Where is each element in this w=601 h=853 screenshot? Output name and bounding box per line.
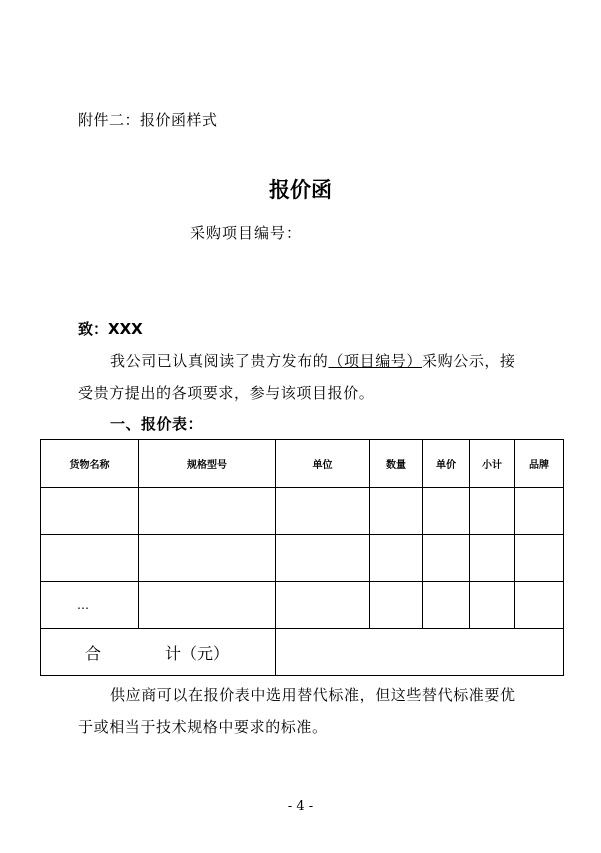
intro-line-1 [110, 350, 516, 371]
page-number: - 4 - [287, 799, 314, 814]
header-unit-price: 单价 [423, 440, 470, 488]
header-goods-name: 货物名称 [41, 440, 139, 488]
document-title: 报价函 [269, 177, 332, 202]
intro-after: 采购公示，接 [422, 352, 516, 370]
table-cell [515, 535, 564, 582]
quote-table [40, 439, 564, 676]
table-cell [370, 535, 423, 582]
table-cell [470, 535, 515, 582]
total-row [41, 629, 564, 676]
table-cell [41, 535, 139, 582]
note-line-1: 供应商可以在报价表中选用替代标准，但这些替代标准要优 [110, 686, 516, 704]
header-quantity: 数量 [370, 440, 423, 488]
table-cell [139, 582, 276, 629]
total-label-cell [41, 629, 276, 676]
attachment-heading: 附件二：报价函样式 [78, 111, 218, 129]
table-cell [139, 488, 276, 535]
table-header-row [41, 440, 564, 488]
table-cell [41, 488, 139, 535]
project-ref: （项目编号） [328, 352, 423, 370]
intro-line-2: 受贵方提出的各项要求，参与该项目报价。 [78, 384, 375, 402]
table-cell [276, 535, 370, 582]
section-quote-table-heading: 一、报价表： [110, 415, 204, 433]
ellipsis-cell: … [41, 582, 139, 629]
total-label-b: 计（元） [165, 643, 230, 663]
table-row [41, 488, 564, 535]
table-cell [370, 488, 423, 535]
addressee: 致：XXX [78, 320, 143, 338]
header-subtotal: 小计 [470, 440, 515, 488]
table-cell [423, 488, 470, 535]
intro-before: 我公司已认真阅读了贵方发布的 [110, 352, 329, 370]
project-number-label: 采购项目编号： [190, 224, 303, 242]
table-cell [276, 488, 370, 535]
header-brand: 品牌 [515, 440, 564, 488]
header-spec-model: 规格型号 [139, 440, 276, 488]
table-row [41, 582, 564, 629]
table-cell [470, 582, 515, 629]
table-cell [139, 535, 276, 582]
table-cell [515, 488, 564, 535]
total-value-cell [276, 629, 564, 676]
total-label-a: 合 [85, 643, 102, 663]
table-cell [470, 488, 515, 535]
table-cell [423, 535, 470, 582]
table-cell [370, 582, 423, 629]
header-unit: 单位 [276, 440, 370, 488]
table-row [41, 535, 564, 582]
table-cell [276, 582, 370, 629]
table-cell [423, 582, 470, 629]
table-cell [515, 582, 564, 629]
note-line-2: 于或相当于技术规格中要求的标准。 [78, 718, 328, 736]
